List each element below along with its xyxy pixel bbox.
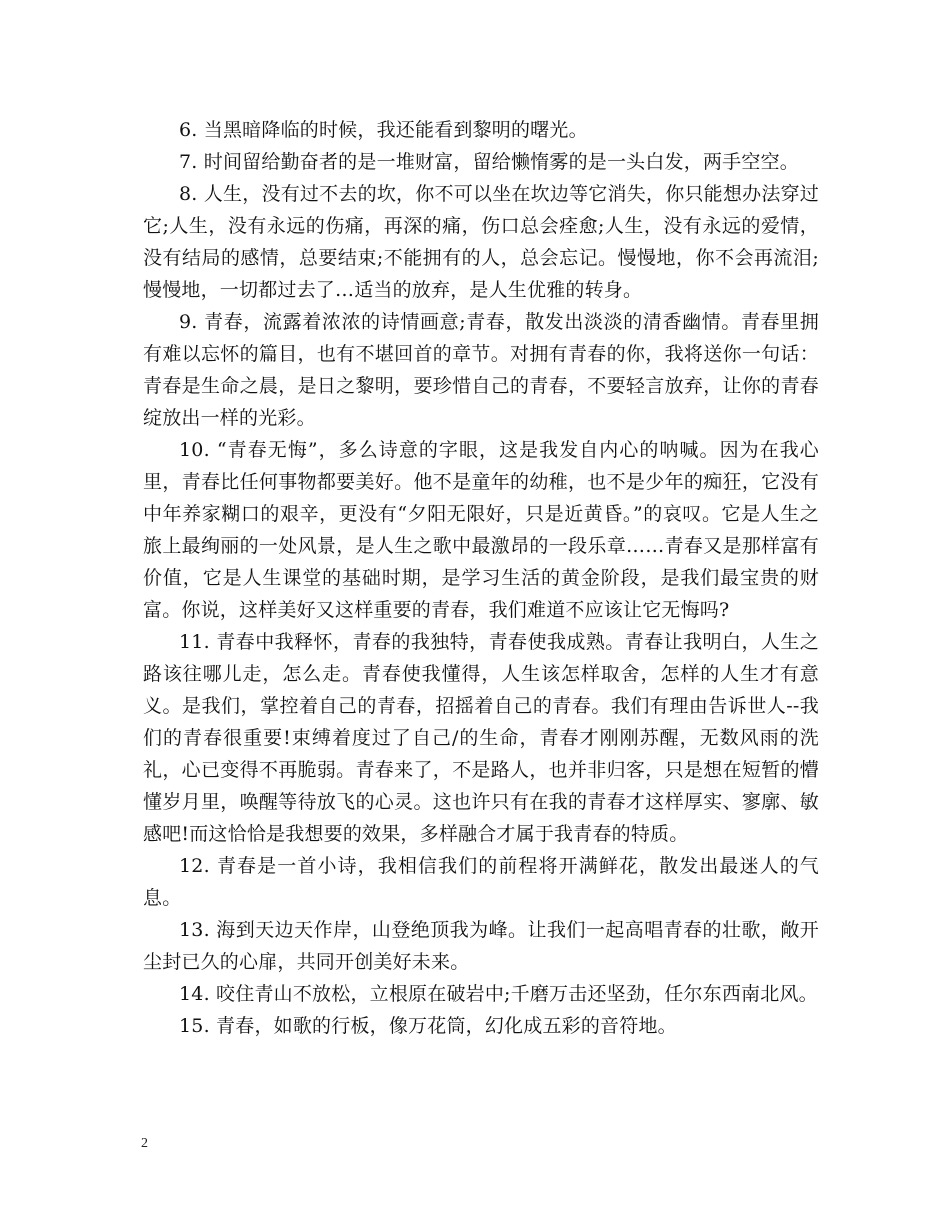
paragraph-7: 7. 时间留给勤奋者的是一堆财富，留给懒惰雾的是一头白发，两手空空。 — [179, 151, 799, 173]
page-number: 2 — [141, 1136, 148, 1151]
paragraph-15: 15. 青春，如歌的行板，像万花筒，幻化成五彩的音符地。 — [179, 1015, 677, 1037]
paragraph-9: 9. 青春，流露着浓浓的诗情画意;青春，散发出淡淡的清香幽情。青春里拥有难以忘怀的篇目，也有不堪回首的章节。对拥有青春的你，我将送你一句话：青春是生命之晨，是日之黎明，要珍惜自己的青春，不要轻言放弃，让你的青春绽放出一样的光彩。 — [143, 311, 819, 429]
paragraph-10: 10. “青春无悔”，多么诗意的字眼，这是我发自内心的呐喊。因为在我心里，青春比任何事物都要美好。他不是童年的幼稚，也不是少年的痴狂，它没有中年养家糊口的艰辛，更没有“夕阳无限好，只是近黄昏。”的哀叹。它是人生之旅上最绚丽的一处风景，是人生之歌中最激昂的一段乐章……青春又是那样富有价值，它是人生课堂的基础时期，是学习生活的黄金阶段，是我们最宝贵的财富。你说，这样美好又这样重要的青春，我们难道不应该让它无悔吗? — [143, 439, 819, 621]
document-body — [143, 114, 819, 1042]
paragraph-11: 11. 青春中我释怀，青春的我独特，青春使我成熟。青春让我明白，人生之路该往哪儿走，怎么走。青春使我懂得，人生该怎样取舍，怎样的人生才有意义。是我们，掌控着自己的青春，招摇着自己的青春。我们有理由告诉世人--我们的青春很重要!束缚着度过了自己/的生命，青春才刚刚苏醒，无数风雨的洗礼，心已变得不再脆弱。青春来了，不是路人，也并非归客，只是想在短暂的懵懂岁月里，唤醒等待放飞的心灵。这也许只有在我的青春才这样厚实、寥廓、敏感吧!而这恰恰是我想要的效果，多样融合才属于我青春的特质。 — [143, 631, 819, 845]
paragraph-14: 14. 咬住青山不放松，立根原在破岩中;千磨万击还坚劲，任尔东西南北风。 — [179, 983, 818, 1005]
paragraph-8: 8. 人生，没有过不去的坎，你不可以坐在坎边等它消失，你只能想办法穿过它;人生，没有永远的伤痛，再深的痛，伤口总会痊愈;人生，没有永远的爱情，没有结局的感情，总要结束;不能拥有的人，总会忘记。慢慢地，你不会再流泪;慢慢地，一切都过去了…适当的放弃，是人生优雅的转身。 — [143, 183, 819, 301]
paragraph-13: 13. 海到天边天作岸，山登绝顶我为峰。让我们一起高唱青春的壮歌，敞开尘封已久的心扉，共同开创美好未来。 — [143, 919, 819, 973]
paragraph-12: 12. 青春是一首小诗，我相信我们的前程将开满鲜花，散发出最迷人的气息。 — [143, 855, 819, 909]
paragraph-6: 6. 当黑暗降临的时候，我还能看到黎明的曙光。 — [179, 119, 588, 141]
